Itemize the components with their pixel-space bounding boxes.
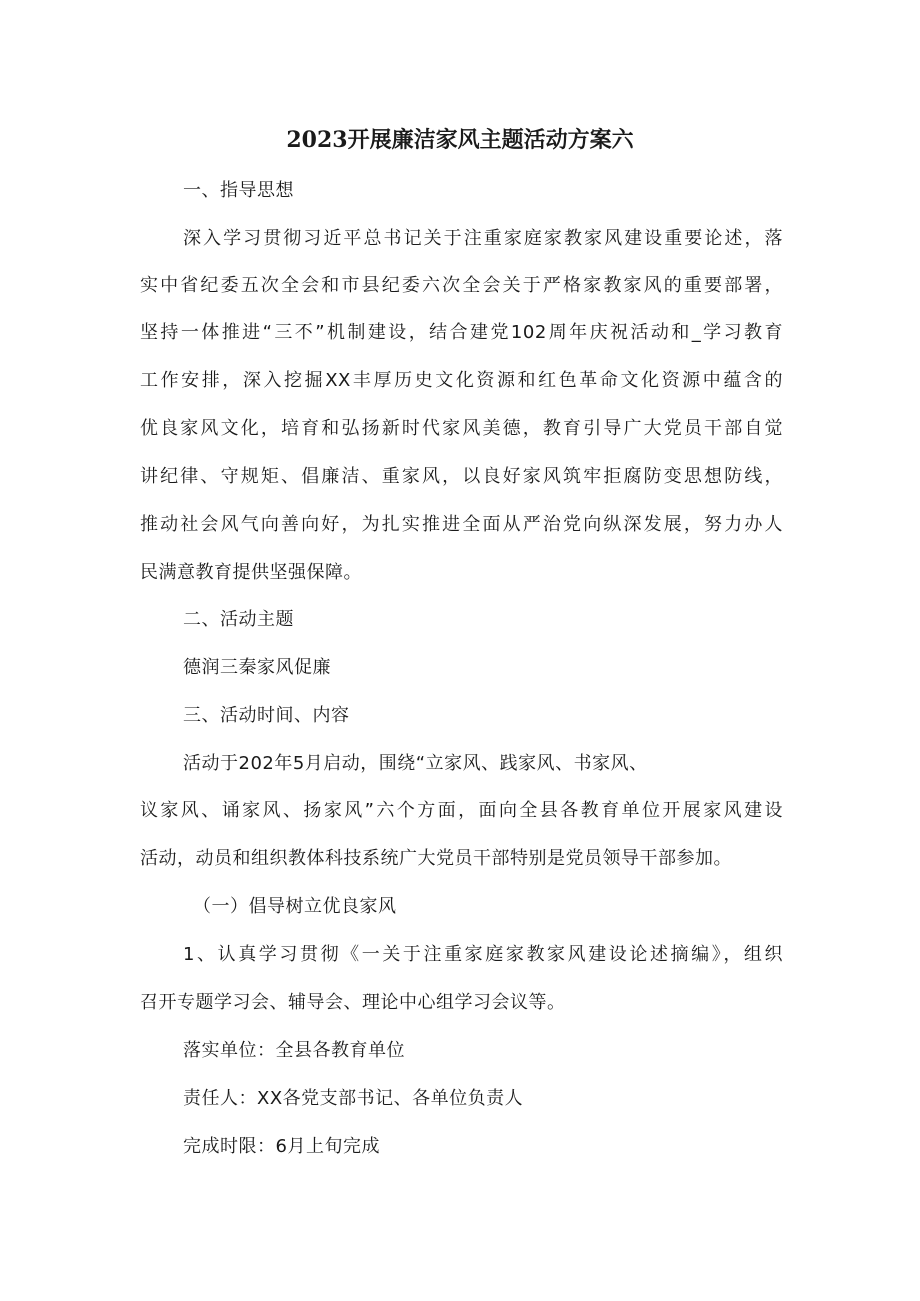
- paragraph-line: 民满意教育提供坚强保障。: [140, 562, 362, 583]
- paragraph-line: 讲纪律、守规矩、倡廉洁、重家风，以良好家风筑牢拒腐防变思想防线，: [140, 466, 783, 487]
- paragraph-line: 1、认真学习贯彻《一关于注重家庭家教家风建设论述摘编》，组织: [183, 944, 783, 965]
- paragraph-line: 活动于202年5月启动，围绕“立家风、践家风、书家风、: [183, 753, 648, 774]
- paragraph-line: 推动社会风气向善向好，为扎实推进全面从严治党向纵深发展，努力办人: [140, 514, 783, 535]
- completion-deadline: 完成时限：6月上旬完成: [183, 1136, 380, 1157]
- responsible-person: 责任人：XX各党支部书记、各单位负责人: [183, 1088, 524, 1109]
- heading-activity-time-content: 三、活动时间、内容: [183, 705, 350, 726]
- paragraph-line: 深入学习贯彻习近平总书记关于注重家庭家教家风建设重要论述，落: [183, 228, 783, 249]
- activity-theme-text: 德润三秦家风促廉: [183, 657, 331, 678]
- page-title: 2023开展廉洁家风主题活动方案六: [286, 127, 634, 153]
- subheading-good-family-style: （一）倡导树立优良家风: [193, 896, 397, 917]
- paragraph-line: 工作安排，深入挖掘XX丰厚历史文化资源和红色革命文化资源中蕴含的: [140, 370, 783, 391]
- paragraph-line: 优良家风文化，培育和弘扬新时代家风美德，教育引导广大党员干部自觉: [140, 418, 783, 439]
- paragraph-line: 活动，动员和组织教体科技系统广大党员干部特别是党员领导干部参加。: [140, 848, 732, 869]
- paragraph-line: 议家风、诵家风、扬家风”六个方面，面向全县各教育单位开展家风建设: [140, 800, 783, 821]
- implementing-unit: 落实单位：全县各教育单位: [183, 1040, 405, 1061]
- heading-guiding-ideology: 一、指导思想: [183, 180, 294, 201]
- paragraph-line: 召开专题学习会、辅导会、理论中心组学习会议等。: [140, 992, 566, 1013]
- heading-activity-theme: 二、活动主题: [183, 609, 294, 630]
- paragraph-line: 坚持一体推进“三不”机制建设，结合建党102周年庆祝活动和_学习教育: [140, 322, 783, 343]
- paragraph-line: 实中省纪委五次全会和市县纪委六次全会关于严格家教家风的重要部署，: [140, 275, 783, 296]
